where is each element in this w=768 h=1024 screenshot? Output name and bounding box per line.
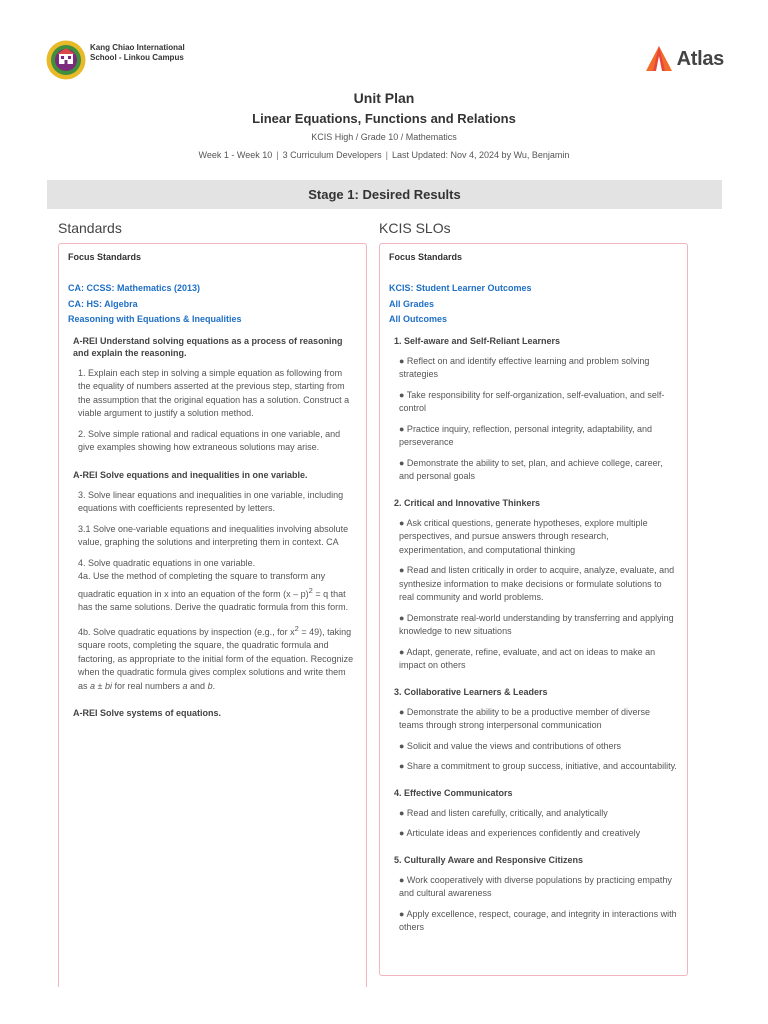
math-variable: b: [207, 680, 213, 691]
atlas-brand: [644, 44, 724, 74]
slo-item: ● Adapt, generate, refine, evaluate, and act on ideas to make an impact on others: [399, 646, 656, 670]
superscript: 2: [308, 585, 313, 595]
slo-group-heading: 5. Culturally Aware and Responsive Citizens: [394, 854, 584, 865]
slo-item: ● Take responsibility for self-organization, self-evaluation, and self-control: [399, 389, 665, 413]
slos-panel: [379, 243, 688, 976]
slo-item: ● Apply excellence, respect, courage, and integrity in interactions with others: [399, 908, 677, 932]
standard-item-4b: [68, 622, 356, 694]
brand-name: Atlas: [676, 47, 724, 70]
focus-standards-label: Focus Standards: [389, 252, 463, 262]
standard-link-ccss[interactable]: CA: CCSS: Mathematics (2013): [68, 283, 201, 293]
slo-group-heading: 3. Collaborative Learners & Leaders: [394, 686, 548, 697]
standard-heading: A-REI Solve equations and inequalities in one variable.: [73, 469, 308, 480]
duration: Week 1 - Week 10: [198, 150, 273, 160]
standards-panel: [58, 243, 367, 987]
focus-standards-label: Focus Standards: [68, 252, 142, 262]
slo-link-outcomes[interactable]: KCIS: Student Learner Outcomes: [389, 283, 532, 293]
math-variable: bi: [104, 680, 112, 691]
school-logo: [46, 40, 86, 80]
standard-item: 1. Explain each step in solving a simple equation as following from the equality of numbers asserted at the previous step, starting from the assumption that the original equation has a solution. Construct a viable argument to justify a solution method.: [78, 367, 350, 418]
item-4b-text: and: [187, 680, 208, 691]
unit-title: Linear Equations, Functions and Relations: [252, 111, 516, 126]
item-4b-text: 4b. Solve quadratic equations by inspection (e.g., for x: [78, 626, 295, 637]
slo-group-heading: 4. Effective Communicators: [394, 787, 513, 798]
stage-banner: Stage 1: Desired Results: [47, 180, 722, 209]
standard-item-4a-text: 4a. Use the method of completing the square to transform any quadratic equation in x into an equation of the form (x – p): [78, 571, 326, 599]
slos-heading: KCIS SLOs: [379, 220, 451, 236]
superscript: 2: [294, 623, 299, 633]
slo-item: ● Demonstrate real-world understanding by transferring and applying knowledge to new situations: [399, 612, 674, 636]
last-updated: Last Updated: Nov 4, 2024 by Wu, Benjamin: [391, 150, 570, 160]
document-type: Unit Plan: [353, 90, 415, 106]
standard-item-4-line1: 4. Solve quadratic equations in one variable.: [78, 557, 256, 568]
atlas-logo-icon: [644, 44, 674, 74]
math-variable: a: [90, 680, 96, 691]
slo-item: ● Work cooperatively with diverse populations by practicing empathy and cultural awareness: [399, 874, 672, 898]
slo-item: ● Read and listen carefully, critically, and analytically: [399, 807, 608, 818]
standard-item-4: [68, 557, 356, 615]
title-block: [0, 88, 768, 161]
slo-link-all-grades[interactable]: All Grades: [389, 298, 435, 309]
standard-link-reasoning[interactable]: Reasoning with Equations & Inequalities: [68, 314, 242, 324]
slo-item: ● Practice inquiry, reflection, personal integrity, adaptability, and perseverance: [399, 423, 653, 447]
slo-item: ● Demonstrate the ability to set, plan, and achieve college, career, and personal goals: [399, 457, 663, 481]
standard-heading: A-REI Understand solving equations as a process of reasoning and explain the reasoning.: [73, 335, 343, 358]
standards-heading: Standards: [58, 220, 122, 236]
slo-item: ● Read and listen critically in order to acquire, analyze, evaluate, and synthesize information to make decisions or formulate solutions to real community and world problems.: [399, 565, 675, 602]
item-4b-text: ±: [95, 680, 105, 691]
standard-heading: A-REI Solve systems of equations.: [73, 708, 222, 718]
slo-group-heading: 2. Critical and Innovative Thinkers: [394, 497, 541, 508]
slo-link-all-outcomes[interactable]: All Outcomes: [389, 314, 448, 324]
item-4b-text: for real numbers: [112, 680, 183, 691]
standard-item: 2. Solve simple rational and radical equations in one variable, and give examples showing how extraneous solutions may arise.: [78, 428, 341, 452]
slo-item: ● Share a commitment to group success, initiative, and accountability.: [399, 761, 677, 771]
slo-item: ● Solicit and value the views and contributions of others: [399, 740, 622, 751]
school-name: Kang Chiao International School - Linkou Campus: [90, 43, 185, 62]
math-variable: a: [182, 680, 188, 691]
item-4b-text: .: [212, 680, 216, 691]
slo-item: ● Articulate ideas and experiences confidently and creatively: [399, 828, 641, 838]
standards-links: [68, 281, 356, 328]
standard-item: 3. Solve linear equations and inequalities in one variable, including equations with coefficients represented by letters.: [78, 489, 344, 513]
standard-item-4a-text-end: = q that has the same solutions. Derive the quadratic formula from this form.: [78, 588, 349, 612]
slo-links: [389, 281, 677, 328]
developers: 3 Curriculum Developers: [282, 150, 382, 160]
slo-item: ● Reflect on and identify effective learning and problem solving strategies: [399, 355, 650, 379]
slo-item: ● Demonstrate the ability to be a productive member of diverse teams through strong interpersonal communication: [399, 706, 651, 730]
subject-path: KCIS High / Grade 10 / Mathematics: [311, 132, 457, 142]
slo-group-heading: 1. Self-aware and Self-Reliant Learners: [394, 335, 561, 346]
item-4b-text: = 49), taking square roots, completing the square, the quadratic formula and factoring, as appropriate to the initial form of the equation. Recognize when the quadratic formula gives complex solutions and write them as: [78, 626, 354, 691]
meta-line: Week 1 - Week 10 | 3 Curriculum Developers | Last Updated: Nov 4, 2024 by Wu, Benjamin: [198, 150, 570, 160]
standard-link-hs-algebra[interactable]: CA: HS: Algebra: [68, 298, 138, 309]
slo-item: ● Ask critical questions, generate hypotheses, explore multiple perspectives, and pursue answers through research, experimentation, and computational thinking: [399, 517, 648, 555]
standard-item: 3.1 Solve one-variable equations and inequalities involving absolute value, graphing the solutions and interpreting them in context. CA: [78, 523, 349, 547]
